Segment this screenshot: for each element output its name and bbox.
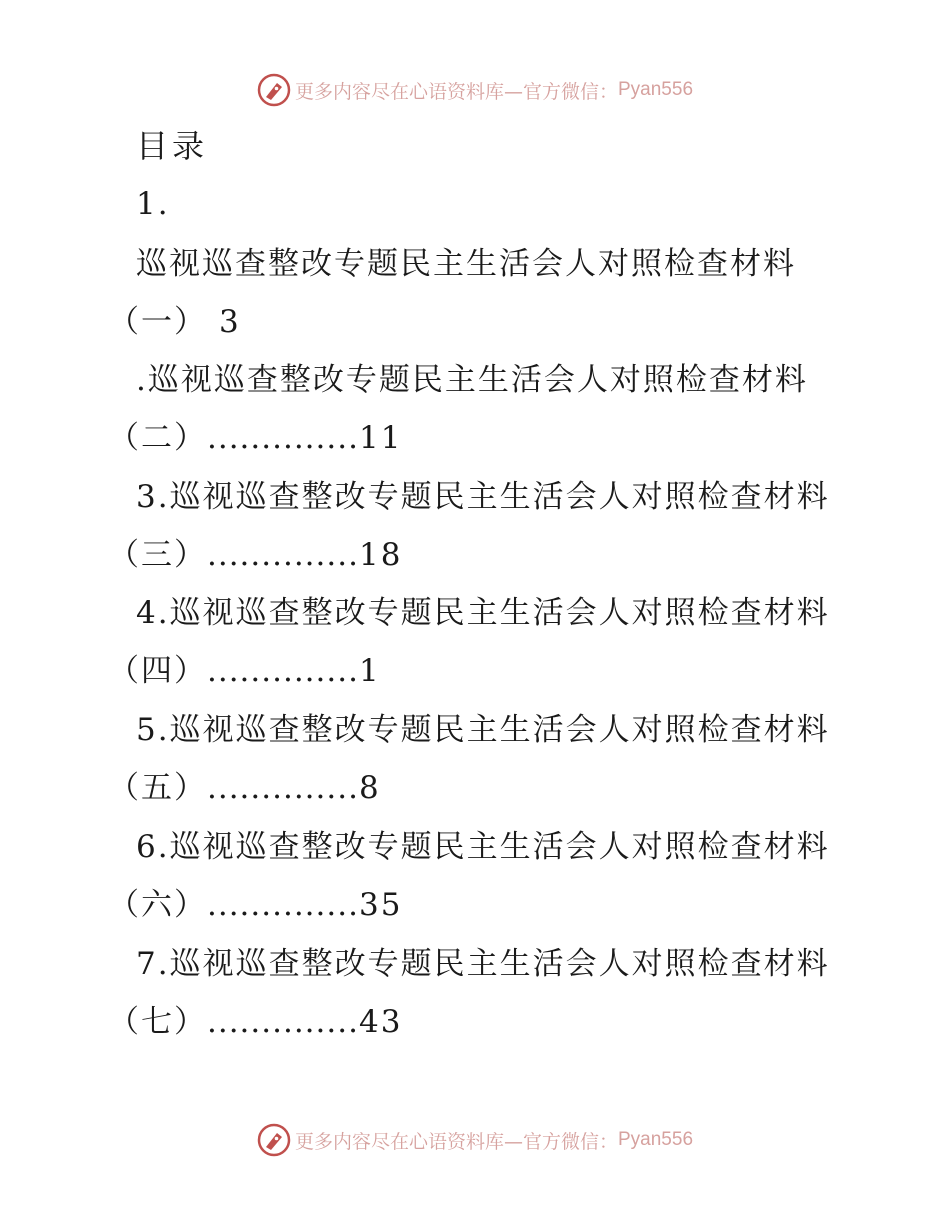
toc-entry-3-title: 3.巡视巡查整改专题民主生活会人对照检查材料 (136, 479, 830, 515)
pen-nib-logo-icon (257, 73, 291, 107)
toc-entry-6-tail: （六）..............35 (108, 887, 403, 923)
watermark-text: 更多内容尽在心语资料库—官方微信： (294, 1130, 618, 1153)
watermark-wechat-id: Pyan556 (618, 1129, 694, 1150)
toc-entry-7-title: 7.巡视巡查整改专题民主生活会人对照检查材料 (136, 946, 830, 982)
toc-entry-4-tail: （四）..............1 (108, 653, 381, 689)
toc-title: 目录 (136, 127, 209, 165)
toc-entry-2-tail: （二）..............11 (108, 420, 403, 456)
toc-entry-7-tail: （七）..............43 (108, 1004, 403, 1040)
toc-entry-1-tail: （一） 3 (108, 304, 241, 340)
pen-nib-logo-icon (257, 1123, 291, 1157)
toc-entry-2-title: .巡视巡查整改专题民主生活会人对照检查材料 (136, 362, 808, 398)
toc-entry-5-page: 8 (358, 770, 381, 806)
watermark-text: 更多内容尽在心语资料库—官方微信： (294, 80, 618, 103)
toc-entry-3-page: 18 (358, 537, 403, 573)
toc-entry-5-tail: （五）..............8 (108, 770, 381, 806)
watermark-wechat-id: Pyan556 (618, 79, 694, 100)
toc-entry-3-tail: （三）..............18 (108, 537, 403, 573)
toc-entry-2-page: 11 (358, 420, 403, 456)
toc-entry-7-page: 43 (358, 1004, 403, 1040)
footer-watermark (0, 1120, 950, 1160)
toc-entry-1-prefix: 1. (136, 186, 170, 222)
toc-entry-1-page: 3 (219, 304, 241, 340)
toc-entry-6-page: 35 (358, 887, 403, 923)
header-watermark (0, 70, 950, 110)
toc-entry-5-title: 5.巡视巡查整改专题民主生活会人对照检查材料 (136, 712, 830, 748)
toc-entry-4-title: 4.巡视巡查整改专题民主生活会人对照检查材料 (136, 595, 830, 631)
toc-entry-6-title: 6.巡视巡查整改专题民主生活会人对照检查材料 (136, 829, 830, 865)
toc-entry-1-title: 巡视巡查整改专题民主生活会人对照检查材料 (136, 246, 796, 282)
toc-entry-4-page: 1 (358, 653, 381, 689)
